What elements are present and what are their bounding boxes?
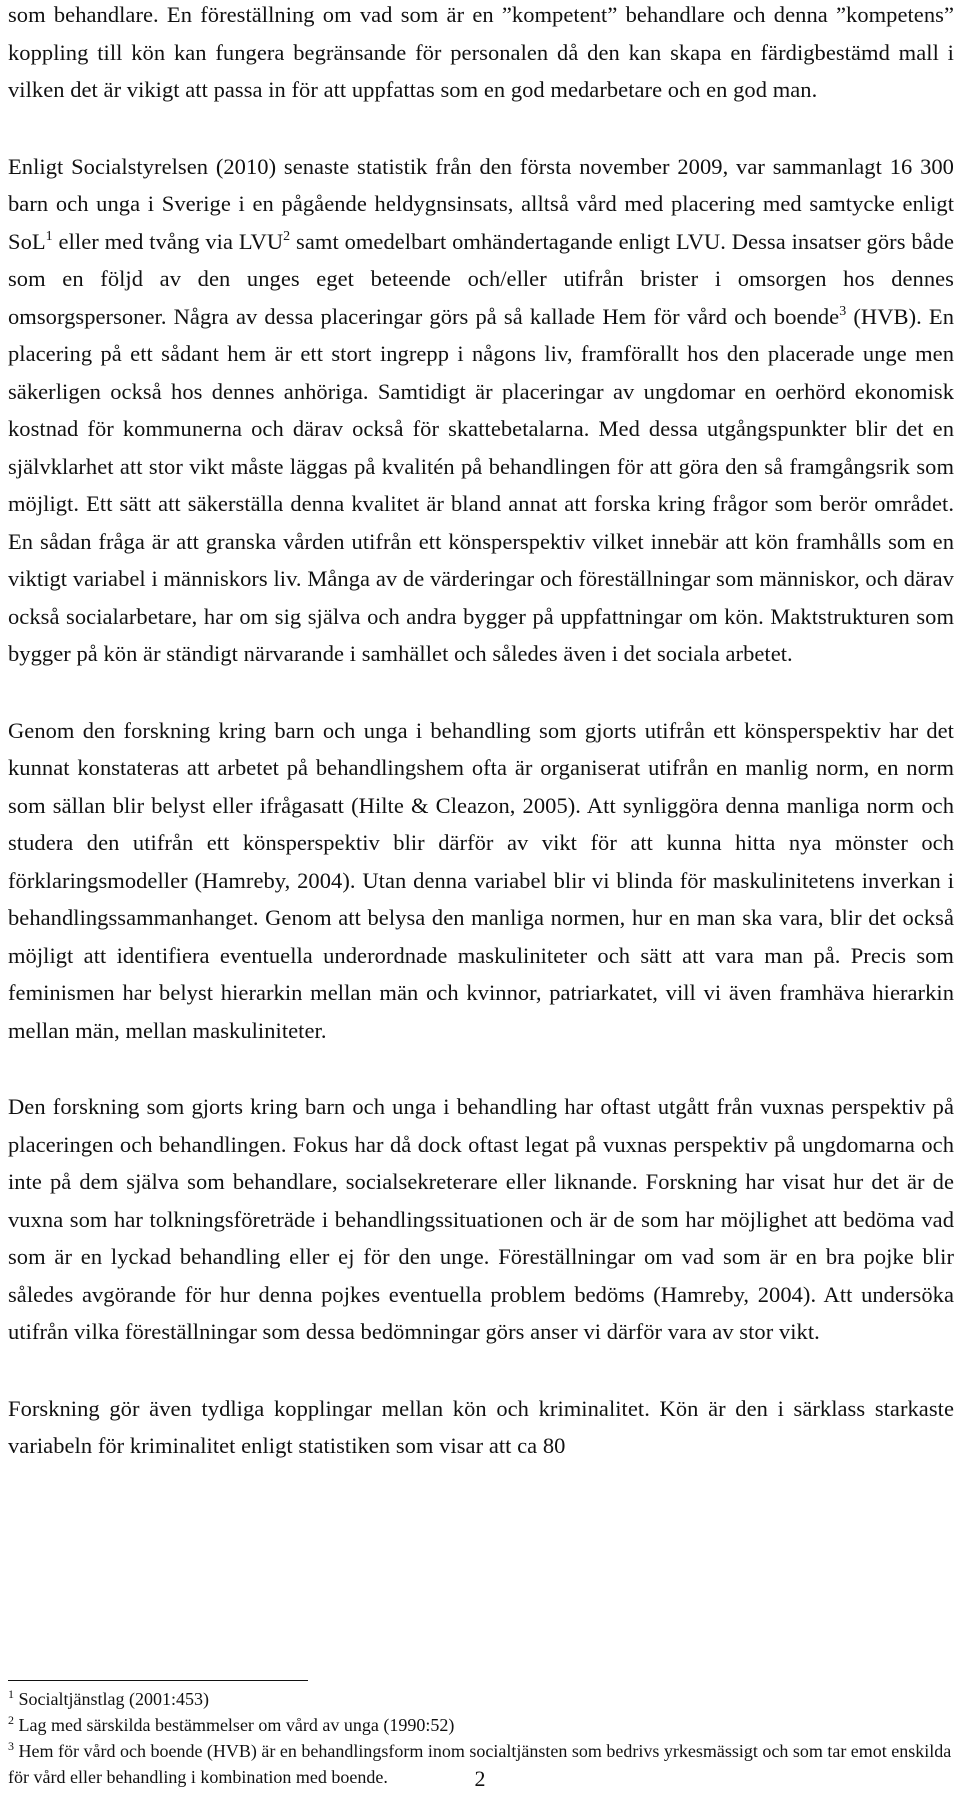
paragraph-4 — [8, 1088, 954, 1351]
paragraph-2-text-d: (HVB). En placering på ett sådant hem är ett stort ingrepp i någons liv, framförallt hos den placerade unge men säkerligen också hos dennes anhöriga. Samtidigt är placeringar av ungdomar en oerhörd ekonomisk kostnad för kommunerna och därav också för skattebetalarna. Med dessa utgångspunkter blir det en självklarhet att stor vikt måste läggas på kvalitén på behandlingen för att göra den så framgångsrik som möjligt. Ett sätt att säkerställa denna kvalitet är bland annat att forska kring frågor som berör området. En sådan fråga är att granska vården utifrån ett könsperspektiv vilket innebär att kön framhålls som en viktigt variabel i människors liv. Många av de värderingar och föreställningar som människor, och därav också socialarbetare, har om sig själva och andra bygger på uppfattningar om kön. Maktstrukturen som bygger på kön är ständigt närvarande i samhället och således även i det sociala arbetet. — [8, 303, 955, 666]
page-number: 2 — [474, 1766, 486, 1791]
footnote-1-text: Socialtjänstlag (2001:453) — [14, 1689, 209, 1709]
footnote-1 — [8, 1686, 954, 1712]
footnote-3-text: Hem för vård och boende (HVB) är en behandlingsform inom socialtjänsten som bedrivs yrkesmässigt och som tar emot enskilda för vård eller behandling i kombination med boende. — [8, 1741, 952, 1787]
paragraph-4-text: Den forskning som gjorts kring barn och unga i behandling har oftast utgått från vuxnas perspektiv på placeringen och behandlingen. Fokus har då dock oftast legat på vuxnas perspektiv på ungdomarna och inte på dem själva som behandlare, socialsekreterare eller liknande. Forskning har visat hur det är de vuxna som har tolkningsföreträde i behandlingssituationen och är de som har möjlighet att bedöma vad som är en lyckad behandling eller ej för den unge. Föreställningar om vad som är en bra pojke blir således avgörande för hur denna pojkes eventuella problem bedöms (Hamreby, 2004). Att undersöka utifrån vilka föreställningar som dessa bedömningar görs anser vi därför vara av stor vikt. — [8, 1094, 954, 1344]
footnote-ref-1: 1 — [45, 228, 53, 244]
paragraph-2-text-b: eller med tvång via LVU — [52, 228, 284, 254]
footnote-2-text: Lag med särskilda bestämmelser om vård av unga (1990:52) — [14, 1715, 455, 1735]
footnote-3-number: 3 — [8, 1739, 14, 1753]
footnote-1-number: 1 — [8, 1687, 14, 1701]
paragraph-1-text: som behandlare. En föreställning om vad som är en ”kompetent” behandlare och denna ”kompetens” koppling till kön kan fungera begränsande för personalen då den kan skapa en färdigbestämd mall i vilken det är vikigt att passa in för att uppfattas som en god medarbetare och en god man. — [8, 2, 954, 102]
footnote-divider — [8, 1680, 308, 1681]
paragraph-5 — [8, 1390, 954, 1465]
paragraph-3 — [8, 712, 954, 1050]
footnote-2-number: 2 — [8, 1713, 14, 1727]
document-body — [8, 0, 954, 1465]
paragraph-2-text-a: Enligt Socialstyrelsen (2010) senaste statistik från den första november 2009, var sammanlagt 16 300 barn och unga i Sverige i en pågående heldygnsinsats, alltså vård med placering med samtycke enligt SoL — [8, 153, 954, 254]
paragraph-2 — [8, 148, 954, 673]
footnote-ref-2: 2 — [283, 228, 291, 244]
paragraph-2-text-c: samt omedelbart omhändertagande enligt LVU. Dessa insatser görs både som en följd av den unges eget beteende och/eller utifrån brister i omsorgen hos dennes omsorgspersoner. Några av dessa placeringar görs på så kallade Hem för vård och boende — [8, 228, 955, 329]
paragraph-5-text: Forskning gör även tydliga kopplingar mellan kön och kriminalitet. Kön är den i särklass starkaste variabeln för kriminalitet enligt statistiken som visar att ca 80 — [8, 1395, 954, 1458]
paragraph-3-text: Genom den forskning kring barn och unga i behandling som gjorts utifrån ett könsperspektiv har det kunnat konstateras att arbetet på behandlingshem ofta är organiserat utifrån en manlig norm, en norm som sällan blir belyst eller ifrågasatt (Hilte & Cleazon, 2005). Att synliggöra denna manliga norm och studera den utifrån ett könsperspektiv blir därför av vikt för att kunna hitta nya mönster och förklaringsmodeller (Hamreby, 2004). Utan denna variabel blir vi blinda för maskulinitetens inverkan i behandlingssammanhanget. Genom att belysa den manliga normen, hur en man ska vara, blir det också möjligt att identifiera eventuella underordnade maskuliniteter och sätt att vara man på. Precis som feminismen har belyst hierarkin mellan män och kvinnor, patriarkatet, vill vi även framhäva hierarkin mellan män, mellan maskuliniteter. — [8, 717, 954, 1043]
paragraph-1 — [8, 0, 954, 109]
footnote-ref-3: 3 — [839, 303, 847, 319]
footnote-2 — [8, 1712, 954, 1738]
